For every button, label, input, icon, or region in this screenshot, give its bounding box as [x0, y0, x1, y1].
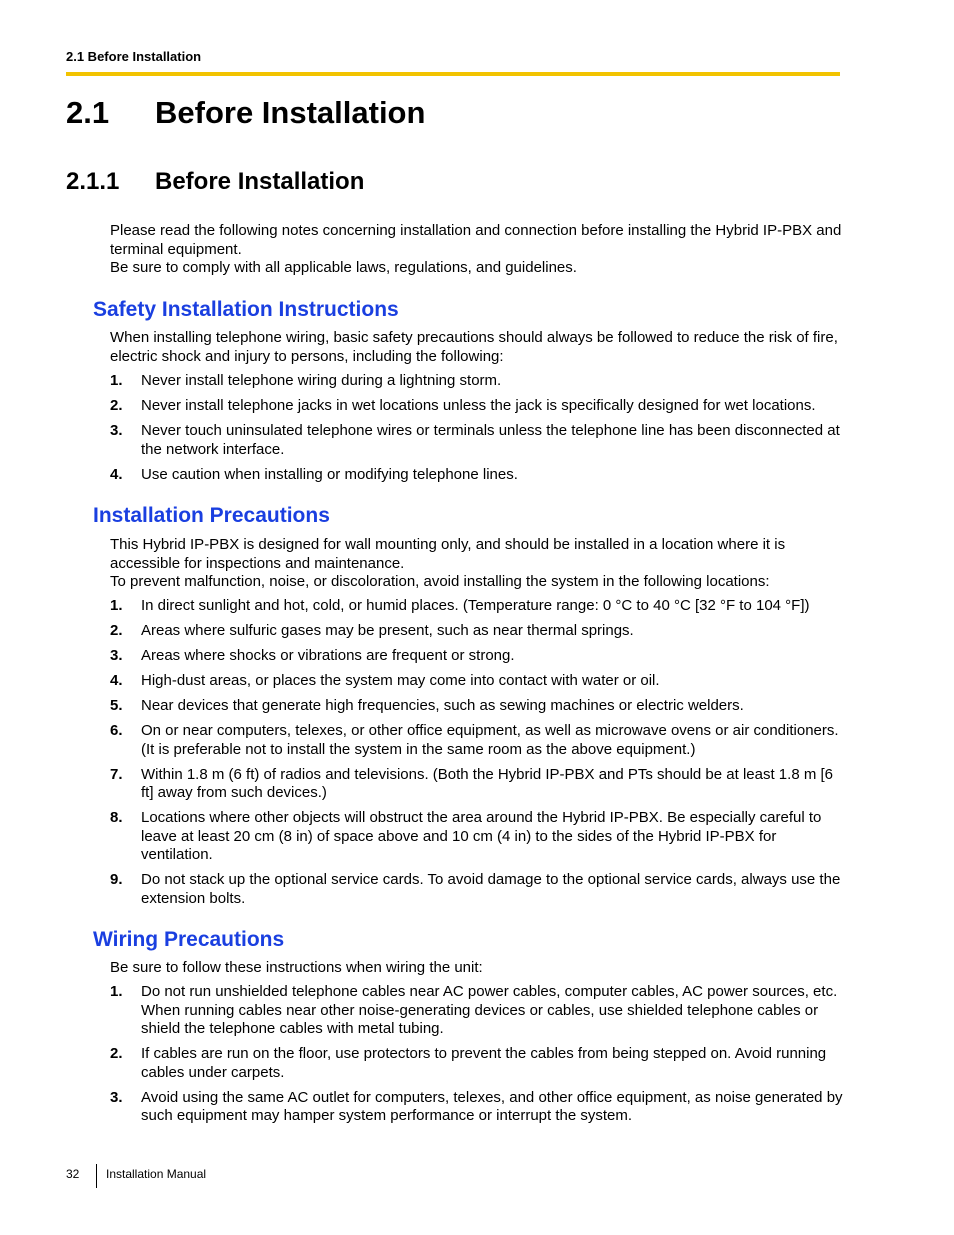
precautions-list — [110, 597, 845, 915]
list-item-number: 4. — [110, 672, 123, 689]
list-item-text: Areas where shocks or vibrations are frequent or strong. — [141, 647, 515, 664]
list-item — [110, 697, 845, 716]
list-item-number: 2. — [110, 622, 123, 639]
header-rule — [66, 72, 840, 76]
precautions-lead-2: To prevent malfunction, noise, or discoloration, avoid installing the system in the following locations: — [110, 573, 770, 590]
list-item — [110, 672, 845, 691]
list-item — [110, 809, 845, 865]
list-item-number: 2. — [110, 397, 123, 414]
safety-heading: Safety Installation Instructions — [93, 298, 399, 321]
list-item-text: Locations where other objects will obstruct the area around the Hybrid IP-PBX. Be especially careful to leave at least 20 cm (8 in) of space above and 10 cm (4 in) to the sides of the Hybrid IP-PBX for ventilation. — [141, 809, 822, 863]
wiring-list — [110, 983, 845, 1132]
list-item-text: Do not run unshielded telephone cables near AC power cables, computer cables, AC power sources, etc. When running cables near other noise-generating devices or cables, use shielded telephone cables or shield the telephone cables with metal tubing. — [141, 983, 838, 1037]
precautions-heading: Installation Precautions — [93, 504, 330, 527]
list-item-text: Avoid using the same AC outlet for computers, telexes, and other office equipment, as noise generated by such equipment may hamper system performance or interrupt the system. — [141, 1088, 843, 1124]
list-item-text: Never touch uninsulated telephone wires or terminals unless the telephone line has been disconnected at the network interface. — [141, 422, 840, 458]
list-item-text: Do not stack up the optional service cards. To avoid damage to the optional service cards, always use the extension bolts. — [141, 871, 841, 907]
list-item — [110, 1045, 845, 1082]
list-item-number: 6. — [110, 722, 123, 739]
list-item-text: On or near computers, telexes, or other office equipment, as well as microwave ovens or air conditioners. (It is preferable not to install the system in the same room as the above equipment.) — [141, 722, 839, 758]
list-item-number: 2. — [110, 1045, 123, 1062]
intro-paragraph-1: Please read the following notes concerning installation and connection before installing the Hybrid IP-PBX and terminal equipment. — [110, 222, 842, 258]
page-title — [66, 95, 425, 131]
list-item — [110, 397, 845, 416]
list-item-text: Use caution when installing or modifying telephone lines. — [141, 465, 518, 483]
list-item-number: 7. — [110, 765, 123, 783]
list-item — [110, 372, 845, 391]
list-item-number: 1. — [110, 597, 123, 614]
safety-list — [110, 372, 845, 491]
title-number: 2.1 — [66, 95, 110, 130]
list-item-text: If cables are run on the floor, use protectors to prevent the cables from being stepped on. Avoid running cables under carpets. — [141, 1045, 827, 1081]
list-item — [110, 647, 845, 666]
list-item — [110, 597, 845, 616]
manual-name: Installation Manual — [106, 1167, 207, 1181]
subtitle-text: Before Installation — [155, 168, 365, 195]
list-item — [110, 983, 845, 1039]
list-item-number: 9. — [110, 871, 123, 888]
list-item-number: 3. — [110, 422, 123, 439]
title-text: Before Installation — [155, 95, 426, 130]
safety-lead: When installing telephone wiring, basic safety precautions should always be followed to reduce the risk of fire, electric shock and injury to persons, including the following: — [110, 329, 838, 365]
list-item-text: Areas where sulfuric gases may be present, such as near thermal springs. — [141, 622, 634, 639]
list-item-number: 1. — [110, 983, 123, 1000]
page-number: 32 — [66, 1167, 80, 1181]
list-item-text: Near devices that generate high frequencies, such as sewing machines or electric welders. — [141, 697, 744, 714]
wiring-lead: Be sure to follow these instructions when wiring the unit: — [110, 959, 483, 976]
footer-divider — [96, 1164, 97, 1188]
list-item — [110, 871, 845, 908]
list-item-text: Within 1.8 m (6 ft) of radios and televisions. (Both the Hybrid IP-PBX and PTs should be at least 1.8 m [6 ft] away from such devices.) — [141, 765, 833, 801]
wiring-heading: Wiring Precautions — [93, 928, 285, 951]
list-item-text: High-dust areas, or places the system may come into contact with water or oil. — [141, 672, 660, 689]
list-item — [110, 1089, 845, 1126]
subtitle-number: 2.1.1 — [66, 168, 120, 195]
list-item-text: In direct sunlight and hot, cold, or humid places. (Temperature range: 0 °C to 40 °C [32 °F to 104 °F]) — [141, 597, 810, 614]
list-item — [110, 766, 845, 803]
section-title — [66, 168, 364, 196]
list-item-text: Never install telephone jacks in wet locations unless the jack is specifically designed for wet locations. — [141, 397, 816, 414]
intro-paragraph-2: Be sure to comply with all applicable laws, regulations, and guidelines. — [110, 259, 577, 276]
list-item-number: 3. — [110, 647, 123, 664]
list-item-text: Never install telephone wiring during a lightning storm. — [141, 372, 502, 389]
list-item-number: 8. — [110, 809, 123, 826]
list-item — [110, 466, 845, 485]
list-item-number: 4. — [110, 465, 123, 483]
list-item — [110, 622, 845, 641]
precautions-lead-1: This Hybrid IP-PBX is designed for wall mounting only, and should be installed in a location where it is accessible for inspections and maintenance. — [110, 536, 786, 572]
list-item — [110, 722, 845, 759]
list-item-number: 5. — [110, 697, 123, 714]
list-item-number: 1. — [110, 372, 123, 389]
running-header: 2.1 Before Installation — [66, 49, 202, 64]
list-item-number: 3. — [110, 1088, 123, 1106]
list-item — [110, 422, 845, 459]
